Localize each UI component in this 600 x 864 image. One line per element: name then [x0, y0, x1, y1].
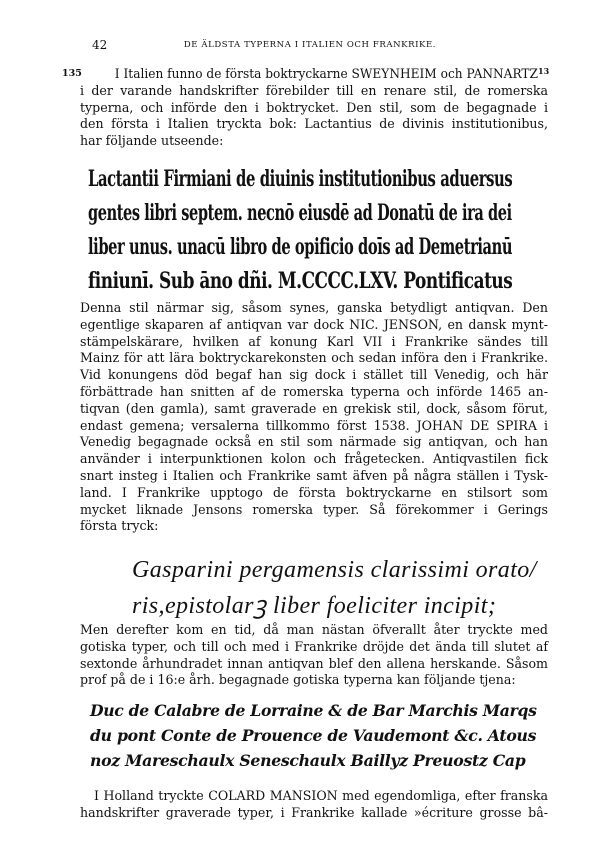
footnote-mark: 13 — [538, 66, 550, 76]
text-line: i der varande handskrifter förebilder till en renare stil, de romerska — [80, 82, 548, 98]
text-line: Vid konungens död begaf han sig dock i stället till Venedig, och här — [80, 367, 548, 383]
specimen-line: liber unus. unacū libro de opificio doīs ad Demetrianū — [88, 234, 513, 260]
paragraph-intro — [80, 66, 548, 150]
page-header — [80, 38, 540, 54]
text-line: första tryck: — [80, 518, 159, 534]
text-line: Mainz för att lära boktryckarekonsten och sedan införa den i Frankrike. — [80, 350, 548, 366]
paragraph-jenson — [80, 300, 548, 535]
text-line: mycket liknade Jensons romerska typer. Så förekommer i Gerings — [80, 501, 548, 517]
specimen-line: ris,epistolarꝫ liber foeliciter incipit; — [132, 593, 497, 619]
specimen-line: Duc de Calabre de Lorraine & de Bar Marchis Marqs — [90, 701, 537, 720]
paragraph-number: 135 — [62, 68, 82, 79]
specimen-line: Lactantii Firmiani de diuinis institutionibus aduersus — [88, 166, 513, 192]
specimen-lactantius — [88, 162, 512, 298]
specimen-line: du pont Conte de Prouence de Vaudemont &c. Atous — [90, 726, 537, 745]
text-line: använder i interpunktionen kolon och frågetecken. Antiqvastilen fick — [80, 451, 548, 467]
text-line: egentlige skaparen af antiqvan var dock NIC. JENSON, en dansk mynt- — [80, 316, 548, 332]
text-line: Men derefter kom en tid, då man nästan öfverallt åter tryckte med — [80, 622, 548, 637]
text-line: snart insteg i Italien och Frankrike samt äfven på några ställen i Tysk- — [80, 467, 548, 483]
running-title: DE ÄLDSTA TYPERNA I ITALIEN OCH FRANKRIKE. — [183, 40, 437, 50]
text-line: stämpelskärare, hvilken af konung Karl VII i Frankrike sändes till — [80, 333, 548, 349]
text-line: endast gemena; versalerna tillkommo först 1538. JOHAN DE SPIRA i — [80, 417, 548, 433]
specimen-line: Gasparini pergamensis clarissimi orato/ — [132, 557, 537, 583]
text-line: har följande utseende: — [80, 133, 224, 149]
text-line: tiqvan (den gamla), samt graverade en grekisk stil, dock, såsom förut, — [80, 400, 548, 416]
text-line: förbättrade han snitten af de romerska typerna och införde 1465 an- — [80, 383, 548, 399]
paragraph-gothic — [80, 622, 548, 689]
text-line: handskrifter graverade typer, i Frankrike kallade »écriture grosse bâ- — [80, 804, 548, 820]
specimen-line: noz Mareschaulx Seneschaulx Baillyz Preuostz Cap — [90, 751, 526, 770]
page-number: 42 — [92, 38, 108, 52]
text-line: land. I Frankrike upptogo de första boktryckarne en stilsort som — [80, 484, 548, 500]
text-line: I Holland tryckte COLARD MANSION med egendomliga, efter franska — [94, 788, 548, 803]
text-line: Denna stil närmar sig, såsom synes, ganska betydligt antiqvan. Den — [80, 300, 548, 315]
specimen-lorraine — [90, 698, 537, 773]
text-line: prof på de i 16:e årh. begagnade gotiska typerna kan följande tjena: — [80, 672, 516, 688]
specimen-line: gentes libri septem. necnō eiusdē ad Donatū de ira dei — [88, 200, 512, 226]
paragraph-holland — [80, 788, 548, 822]
text-line: den första i Italien tryckta bok: Lactantius de divinis institutionibus, — [80, 116, 548, 132]
text-line: Venedig begagnade också en stil som närmade sig antiqvan, och han — [80, 434, 548, 450]
text-line: gotiska typer, och till och med i Frankrike dröjde det ända till slutet af — [80, 638, 548, 654]
text-line: typerna, och införde den i boktrycket. Den stil, som de begagnade i — [80, 99, 548, 115]
specimen-gering — [132, 552, 588, 624]
text-line: sextonde århundradet innan antiqvan blef den allena herskande. Såsom — [80, 655, 548, 671]
text-line: I Italien funno de första boktryckarne SWEYNHEIM och PANNARTZ — [114, 66, 539, 81]
specimen-line: finiunī. Sub āno dñi. M.CCCC.LXV. Pontificatus — [88, 268, 513, 294]
